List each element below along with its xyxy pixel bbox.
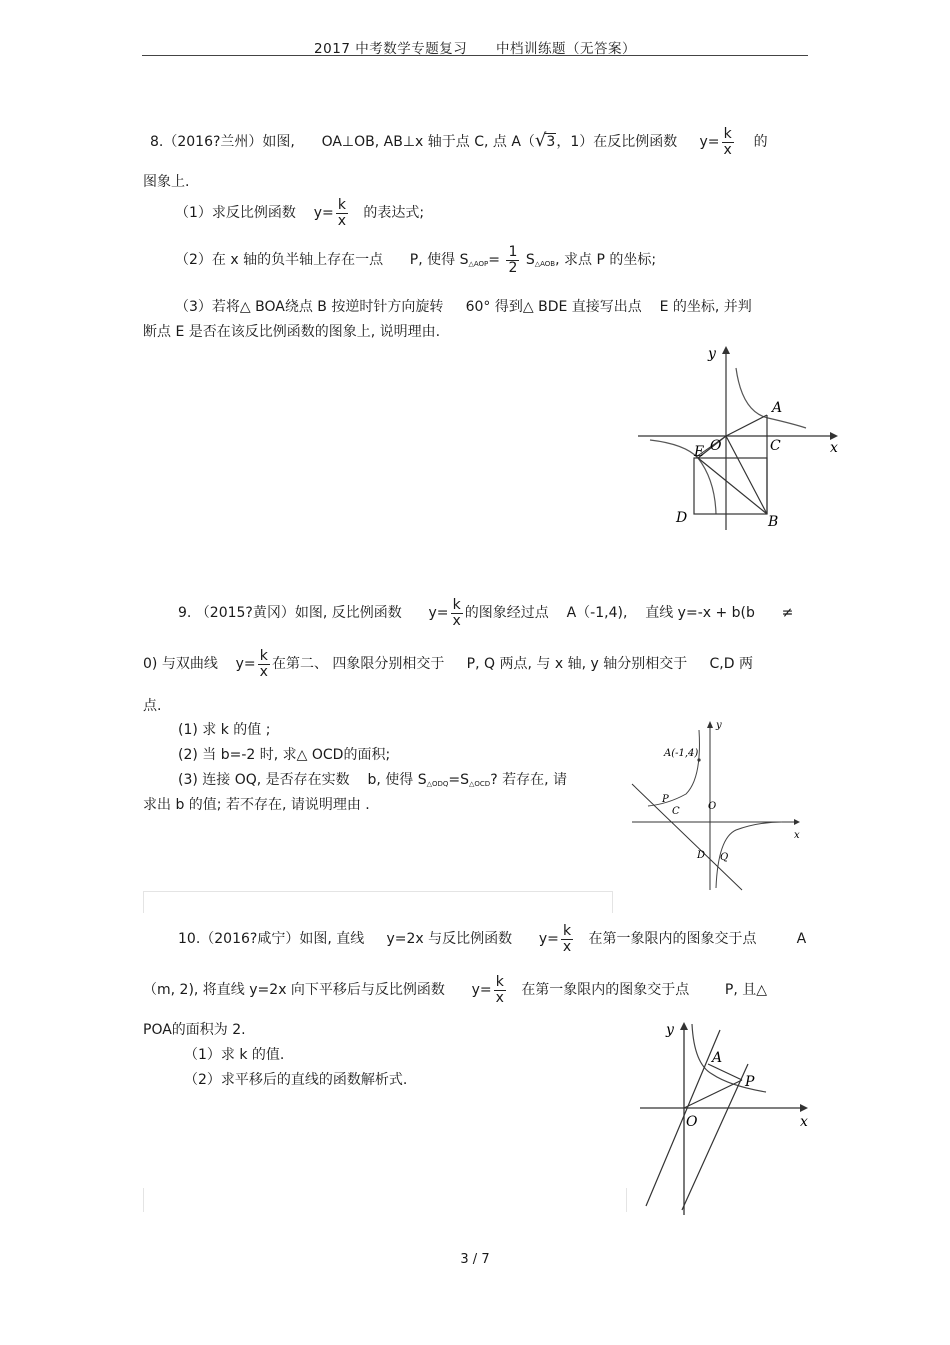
q8-part3-cont: 断点 E 是否在该反比例函数的图象上, 说明理由. [143, 324, 441, 340]
fig9-label-A: A(-1,4) [664, 748, 699, 759]
hyperbola-k-over-x [692, 1024, 766, 1092]
q9-part1: (1) 求 k 的值 ; [178, 722, 271, 738]
fig8-label-y: y [708, 346, 716, 362]
radical-icon: √ [534, 130, 547, 152]
q8-y-eq: y= [699, 134, 720, 151]
q9-figure [628, 718, 808, 898]
q10-part1: （1）求 k 的值. [184, 1047, 285, 1063]
q8-part2: （2）在 x 轴的负半轴上存在一点 P, 使得 $S_{\triangle AOP}=$ $\frac{1}{2}$ $S_{\triangle AOB}$, 求点 P 的坐标; [175, 244, 657, 276]
fig9-label-D: D [697, 850, 706, 861]
q10-fraction: $\frac{k}{x}$ [562, 923, 572, 955]
segment-AP [708, 1064, 742, 1080]
scan-divider-left-2 [143, 1188, 144, 1212]
segment-OA [726, 415, 767, 436]
q10-line2: （m, 2), 将直线 y=2x 向下平移后与反比例函数 y= $\frac{k}{x}$ 在第一象限内的图象交于点 P, 且△ [143, 974, 768, 1006]
q9-fraction: $\frac{k}{x}$ [452, 597, 461, 629]
fig8-label-E: E [694, 444, 705, 460]
q9-line2: 0) 与双曲线 y= $\frac{k}{x}$ 在第二、 四象限分别相交于 P, Q 两点, 与 x 轴, y 轴分别相交于 C,D 两 [143, 648, 753, 680]
hyperbola-q2 [648, 730, 699, 806]
segment-EB [698, 458, 767, 514]
hyperbola-q1 [736, 368, 806, 428]
y-arrow-icon [707, 721, 713, 728]
y-arrow-icon [722, 346, 730, 354]
fig10-label-P: P [745, 1074, 755, 1090]
q9-fraction-2: $\frac{k}{x}$ [259, 648, 268, 680]
q8-text-1: OA⊥OB, AB⊥x 轴于点 C, 点 A（ [321, 134, 535, 151]
q9-part2: (2) 当 b=-2 时, 求△ OCD的面积; [178, 747, 391, 763]
x-arrow-icon [830, 432, 838, 440]
fig9-label-P: P [662, 794, 669, 805]
q10-number: 10.（2016?咸宁）如图, 直线 [178, 931, 365, 948]
fig9-label-C: C [672, 806, 680, 817]
line-y-2x [646, 1030, 723, 1206]
hyperbola-q3-b [698, 458, 716, 514]
fig8-label-x: x [830, 440, 838, 456]
fig9-label-Q: Q [720, 852, 729, 863]
q8-number: 8.（2016?兰州）如图, [150, 134, 295, 151]
q10-line3: POA的面积为 2. [143, 1022, 246, 1038]
q8-line2: 图象上. [143, 174, 190, 190]
q8-figure [630, 340, 850, 540]
fig8-label-D: D [676, 510, 688, 526]
q10-part2: （2）求平移后的直线的函数解析式. [184, 1072, 408, 1088]
q10-fraction-2: $\frac{k}{x}$ [495, 974, 504, 1006]
q9-line3: 点. [143, 698, 162, 714]
scan-divider-right-2 [626, 1188, 627, 1212]
q8-sqrt-value: 3 [546, 134, 556, 151]
x-arrow-icon [794, 819, 800, 825]
q8-fraction: $\frac{k}{x}$ [723, 126, 732, 158]
fig8-label-B: B [768, 514, 779, 530]
q9-number: 9. （2015?黄冈）如图, 反比例函数 [178, 605, 402, 622]
header-subtitle: 中档训练题（无答案） [495, 41, 636, 57]
q10-line1: 10.（2016?咸宁）如图, 直线 y=2x 与反比例函数 y= $\frac{k}{x}$ 在第一象限内的图象交于点 A [178, 923, 807, 955]
q8-part1-fraction: $\frac{k}{x}$ [337, 197, 347, 229]
header-rule [142, 55, 808, 56]
q10-figure [630, 1010, 820, 1220]
q8-text-2: ，1）在反比例函数 [556, 134, 678, 151]
fig9-label-O: O [708, 801, 717, 812]
fig10-label-y: y [666, 1022, 674, 1038]
scan-divider-left [143, 891, 144, 913]
scan-divider-right [612, 891, 613, 913]
scan-divider [143, 891, 613, 892]
page-number: 3 / 7 [460, 1252, 490, 1267]
q8-part1: （1）求反比例函数 y= $\frac{k}{x}$ 的表达式; [175, 197, 425, 229]
q9-line1: 9. （2015?黄冈）如图, 反比例函数 y= $\frac{k}{x}$ 的图象经过点 A（-1,4), 直线 y=-x + b(b ≠ [178, 597, 794, 629]
segment-OB [726, 436, 767, 514]
q8-half-fraction: $\frac{1}{2}$ [508, 244, 518, 276]
fig10-label-O: O [686, 1114, 698, 1130]
page-header [0, 37, 950, 57]
line-y-neg-x-plus-b [632, 784, 742, 890]
q8-text-3: 的 [753, 134, 768, 151]
q9-part3-cont: 求出 b 的值; 若不存在, 请说明理由 . [143, 797, 370, 813]
line-shifted [682, 1064, 748, 1210]
fig9-label-y: y [716, 720, 722, 731]
q9-part3: (3) 连接 OQ, 是否存在实数 b, 使得 $S_{\triangle ODQ}=S_{\triangle OCD}$? 若存在, 请 [178, 772, 567, 788]
fig10-label-x: x [800, 1114, 808, 1130]
x-arrow-icon [800, 1104, 808, 1112]
fig8-label-A: A [772, 400, 783, 416]
q8-part3: （3）若将△ BOA绕点 B 按逆时针方向旋转 60° 得到△ BDE 直接写出点 E 的坐标, 并判 [175, 299, 752, 315]
fig9-label-x: x [794, 830, 800, 841]
header-title: 2017 中考数学专题复习 [314, 41, 468, 57]
fig10-label-A: A [712, 1050, 723, 1066]
fig8-label-C: C [770, 438, 781, 454]
q8-line1 [150, 127, 768, 157]
fig8-label-O: O [710, 438, 722, 454]
y-arrow-icon [680, 1022, 688, 1030]
hyperbola-q3-a [650, 440, 698, 458]
